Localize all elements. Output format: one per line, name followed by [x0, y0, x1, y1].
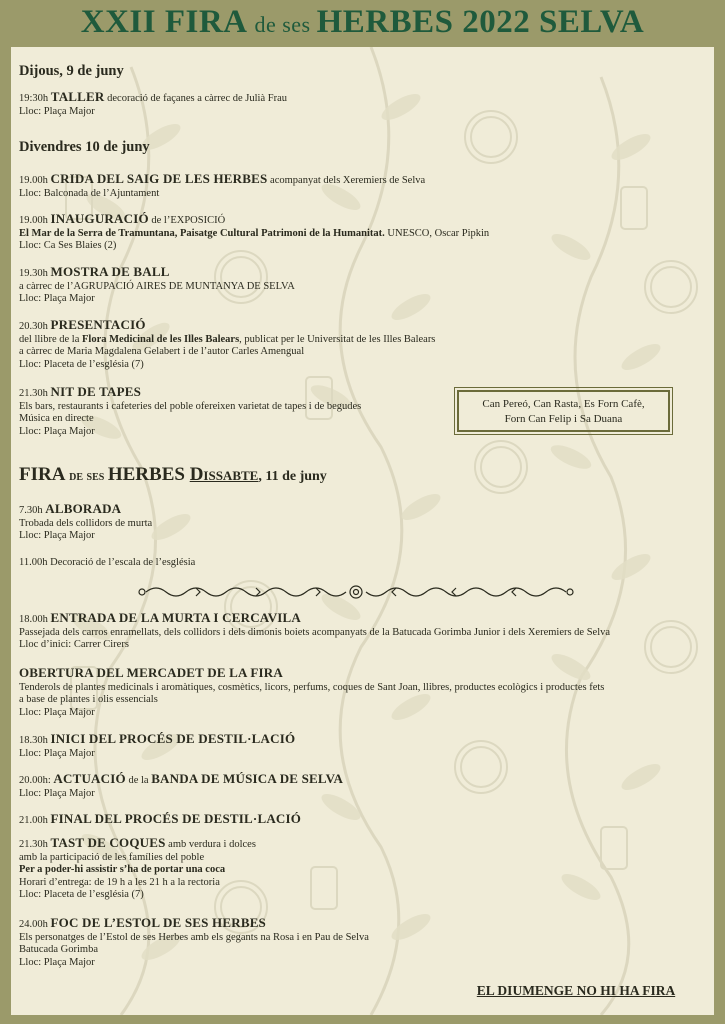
event-decoracio: 11.00h Decoració de l’escala de l’església [19, 557, 196, 568]
fira-dissabte-heading: FIRA de ses HERBES Dissabte, 11 de juny [19, 464, 327, 485]
event-inici-destillacio: 18.30h INICI DEL PROCÉS DE DESTIL·LACIÓ Lloc: Plaça Major [19, 731, 296, 759]
event-crida: 19.00h CRIDA DEL SAIG DE LES HERBES acompanyat dels Xeremiers de Selva Lloc: Balconada de l’Ajuntament [19, 171, 426, 199]
day-heading-divendres: Divendres 10 de juny [19, 139, 150, 155]
event-alborada: 7.30h ALBORADA Trobada dels collidors de murta Lloc: Plaça Major [19, 501, 153, 542]
event-actuacio-banda: 20.00h: ACTUACIÓ de la BANDA DE MÚSICA DE SELVA Lloc: Plaça Major [19, 771, 344, 799]
tapes-venues-box: Can Pereó, Can Rasta, Es Forn Cafè, Forn Can Felip i Sa Duana [457, 390, 670, 432]
event-taller: 19:30h TALLER decoració de façanes a càrrec de Julià Frau Lloc: Plaça Major [19, 89, 287, 117]
ornamental-divider [136, 582, 576, 602]
event-obertura-mercadet: OBERTURA DEL MERCADET DE LA FIRA Tenderols de plantes medicinals i aromàtiques, cosmètics, licors, perfums, coques de Sant Joan, llibres, productes ecològics i productes fets a base de plantes i olis essencials Lloc: Plaça Major [19, 665, 605, 718]
program-panel [11, 47, 714, 1015]
event-nit-tapes: 21.30h NIT DE TAPES Els bars, restaurants i cafeteries del poble ofereixen varietat de tapes i de begudes Música en directe Lloc: Plaça Major [19, 384, 362, 437]
event-foc-estol: 24.00h FOC DE L’ESTOL DE SES HERBES Els personatges de l’Estol de ses Herbes amb els gegants na Rosa i en Pau de Selva Batucada Gorimba Lloc: Plaça Major [19, 915, 369, 968]
event-entrada-murta: 18.00h ENTRADA DE LA MURTA I CERCAVILA Passejada dels carros enramellats, dels collidors i dels dimonis boiets acompanyats de la Batucada Gorimba Junior i dels Xeremiers de Selva Lloc d’inici: Carrer Cirers [19, 610, 611, 651]
poster-title: XXII FIRA de ses HERBES 2022 SELVA [80, 4, 645, 40]
event-inauguracio: 19.00h INAUGURACIÓ de l’EXPOSICIÓ El Mar de la Serra de Tramuntana, Paisatge Cultural Patrimoni de la Humanitat. UNESCO, Oscar Pipkin Lloc: Ca Ses Blaies (2) [19, 211, 490, 252]
event-final-destillacio: 21.00h FINAL DEL PROCÉS DE DESTIL·LACIÓ [19, 811, 302, 826]
event-mostra-ball: 19.30h MOSTRA DE BALL a càrrec de l’AGRUPACIÓ AIRES DE MUNTANYA DE SELVA Lloc: Plaça Major [19, 264, 295, 305]
no-fair-sunday-notice: EL DIUMENGE NO HI HA FIRA [476, 983, 676, 998]
day-heading-dijous: Dijous, 9 de juny [19, 63, 124, 79]
event-tast-coques: 21.30h TAST DE COQUES amb verdura i dolces amb la participació de les famílies del poble Per a poder-hi assistir s’ha de portar una coca Horari d’entrega: de 19 h a les 21 h a la rectoria Lloc: Placeta de l’església (7) [19, 835, 256, 901]
event-presentacio: 20.30h PRESENTACIÓ del llibre de la Flora Medicinal de les Illes Balears, publicat per le Universitat de les Illes Balears a càrrec de Maria Magdalena Gelabert i de l’autor Carles Amengual Lloc: Placeta de l’església (7) [19, 317, 436, 370]
